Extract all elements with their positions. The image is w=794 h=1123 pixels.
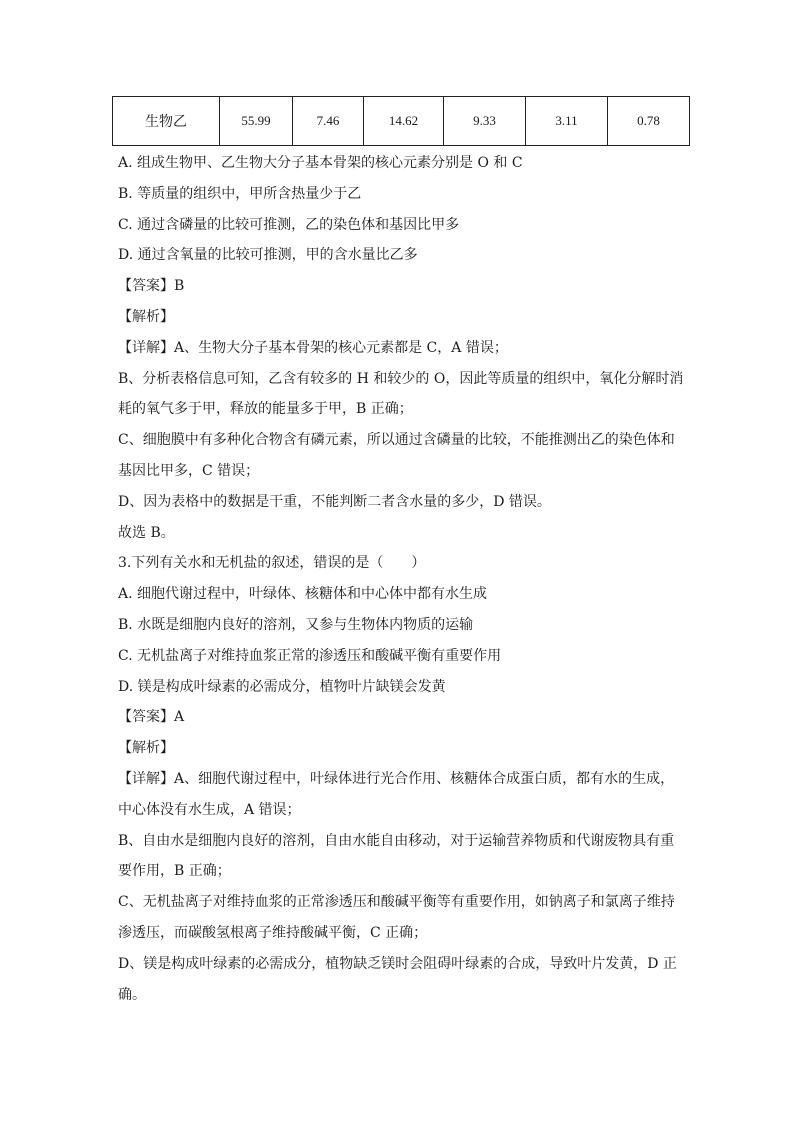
- q2-detail-line: D、因为表格中的数据是干重，不能判断二者含水量的多少，D 错误。: [118, 493, 551, 510]
- q3-detail-line: B、自由水是细胞内良好的溶剂，自由水能自由移动，对于运输营养物质和代谢废物具有重: [118, 832, 675, 849]
- q2-analysis-heading: 【解析】: [118, 308, 174, 325]
- q2-option-d: D. 通过含氧量的比较可推测，甲的含水量比乙多: [118, 247, 418, 264]
- q2-detail-line: B、分析表格信息可知，乙含有较多的 H 和较少的 O，因此等质量的组织中，氧化分解时消: [118, 370, 684, 387]
- q3-detail-line: 确。: [118, 986, 146, 1003]
- q3-detail-line: D、镁是构成叶绿素的必需成分，植物缺乏镁时会阻碍叶绿素的合成，导致叶片发黄，D 正: [118, 955, 677, 972]
- q2-detail-line: 【详解】A、生物大分子基本骨架的核心元素都是 C，A 错误；: [118, 339, 508, 356]
- q3-detail-line: C、无机盐离子对维持血浆的正常渗透压和酸碱平衡等有重要作用，如钠离子和氯离子维持: [118, 894, 675, 911]
- q3-option-a: A. 细胞代谢过程中，叶绿体、核糖体和中心体中都有水生成: [118, 586, 488, 603]
- q3-option-d: D. 镁是构成叶绿素的必需成分，植物叶片缺镁会发黄: [118, 678, 446, 695]
- q2-detail-line: C、细胞膜中有多种化合物含有磷元素，所以通过含磷量的比较，不能推测出乙的染色体和: [118, 432, 675, 449]
- q2-conclusion: 故选 B。: [118, 524, 175, 541]
- table-cell: 0.78: [608, 97, 690, 146]
- q3-stem: 3.下列有关水和无机盐的叙述，错误的是（ ）: [118, 555, 426, 572]
- q3-option-c: C. 无机盐离子对维持血浆正常的渗透压和酸碱平衡有重要作用: [118, 647, 502, 664]
- row-label-cell: 生物乙: [113, 97, 220, 146]
- q2-option-a: A. 组成生物甲、乙生物大分子基本骨架的核心元素分别是 O 和 C: [118, 155, 523, 171]
- table-cell: 14.62: [364, 97, 444, 146]
- question-content: [118, 148, 688, 1010]
- q3-answer: 【答案】A: [118, 709, 185, 726]
- table-row: [113, 97, 690, 146]
- q3-detail-line: 中心体没有水生成，A 错误；: [118, 801, 301, 818]
- q2-option-b: B. 等质量的组织中，甲所含热量少于乙: [118, 185, 362, 202]
- q3-detail-line: 渗透压，而碳酸氢根离子维持酸碱平衡，C 正确；: [118, 924, 428, 941]
- element-content-table: [112, 96, 690, 146]
- q3-detail-line: 要作用，B 正确；: [118, 863, 231, 880]
- q3-option-b: B. 水既是细胞内良好的溶剂，又参与生物体内物质的运输: [118, 616, 474, 633]
- q2-option-c: C. 通过含磷量的比较可推测，乙的染色体和基因比甲多: [118, 216, 460, 233]
- q3-detail-line: 【详解】A、细胞代谢过程中，叶绿体进行光合作用、核糖体合成蛋白质，都有水的生成，: [118, 770, 675, 787]
- q2-answer: 【答案】B: [118, 278, 185, 295]
- q2-detail-line: 基因比甲多，C 错误；: [118, 462, 260, 479]
- table-cell: 3.11: [526, 97, 608, 146]
- table-cell: 7.46: [293, 97, 364, 146]
- q2-detail-line: 耗的氧气多于甲，释放的能量多于甲，B 正确；: [118, 401, 413, 418]
- q3-analysis-heading: 【解析】: [118, 740, 174, 757]
- table-cell: 55.99: [220, 97, 293, 146]
- table-cell: 9.33: [444, 97, 526, 146]
